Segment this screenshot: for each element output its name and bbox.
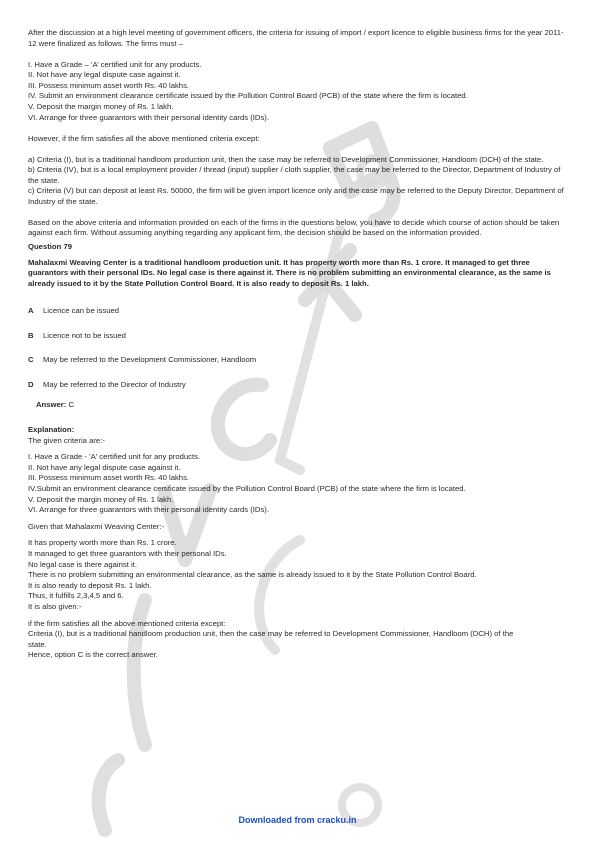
given-item: It is also ready to deposit Rs. 1 lakh. (28, 580, 152, 590)
conclusion-line: if the firm satisfies all the above mentioned criteria except: (28, 618, 226, 628)
explanation-criteria-list (28, 452, 568, 516)
option-letter: D (28, 379, 34, 389)
criteria-item: VI. Arrange for three guarantors with their personal identity cards (IDs). (28, 112, 269, 122)
exception-intro: However, if the firm satisfies all the above mentioned criteria except: (28, 133, 260, 143)
option-letter: A (28, 306, 34, 316)
answer-line (36, 400, 568, 411)
question-text: Mahalaxmi Weaving Center is a traditional handloom production unit. It has property worth more than Rs. 1 crore. It managed to get three guarantors with their personal IDs. No legal case is there against it. There is no problem submitting an environmental clearance, as the same is already issued to it by the State Pollution Control Board. It is also ready to deposit Rs. 1 lakh. (28, 257, 551, 288)
given-item: It is also given:- (28, 601, 82, 611)
explanation-criteria-item: IV.Submit an environment clearance certificate issued by the Pollution Control Board (PCB) of the state where the firm is located. (28, 484, 466, 493)
explanation-criteria-item: III. Possess minimum asset worth Rs. 40 lakhs. (28, 473, 190, 483)
criteria-item: II. Not have any legal dispute case against it. (28, 70, 181, 80)
option-b[interactable] (28, 331, 568, 356)
explanation-criteria-intro: The given criteria are:- (28, 435, 105, 445)
option-letter: B (28, 330, 34, 340)
option-text: May be referred to the Director of Industry (43, 379, 186, 389)
explanation-criteria-item: II. Not have any legal dispute case against it. (28, 462, 181, 472)
explanation-criteria-item: I. Have a Grade - 'A' certified unit for any products. (28, 452, 201, 462)
answer-value: C (68, 400, 75, 410)
option-letter: C (28, 355, 34, 365)
given-item: It managed to get three guarantors with their personal IDs. (28, 548, 227, 558)
footer-download-link[interactable]: Downloaded from cracku.in (238, 815, 357, 825)
given-item: It has property worth more than Rs. 1 crore. (28, 538, 177, 548)
criteria-item: I. Have a Grade – ‘A’ certified unit for any products. (28, 59, 202, 69)
criteria-item: III. Possess minimum asset worth Rs. 40 lakhs. (28, 80, 190, 90)
instructions-paragraph: Based on the above criteria and information provided on each of the firms in the questions below, you have to decide which course of action should be taken against each firm. Without assuming anything regarding any applicant firm, the decision should be based on the information provided. (28, 217, 560, 238)
exception-item: c) Criteria (V) but can deposit at least Rs. 50000, the firm will be given import licence only and the case may be referred to the Deputy Director, Department of Industry of the state. (28, 186, 564, 206)
exception-list (28, 155, 568, 208)
criteria-item: IV. Submit an environment clearance certificate issued by the Pollution Control Board (PCB) of the state where the firm is located. (28, 91, 468, 101)
explanation-criteria-item: VI. Arrange for three guarantors with their personal identity cards (IDs). (28, 505, 269, 515)
conclusion-line: state. (28, 639, 47, 649)
answer-options (28, 306, 568, 404)
explanation-title: Explanation: (28, 425, 75, 435)
conclusion-line: Criteria (I), but is a traditional handloom production unit, then the case may be referred to Development Commissioner, Handloom (DCH) of the (28, 629, 514, 639)
answer-label: Answer: (36, 400, 67, 410)
option-c[interactable] (28, 355, 568, 380)
conclusion-line: Hence, option C is the correct answer. (28, 650, 158, 660)
document-body (28, 28, 568, 661)
criteria-item: V. Deposit the margin money of Rs. 1 lakh. (28, 101, 174, 111)
given-item: No legal case is there against it. (28, 559, 137, 569)
option-text: Licence can be issued (43, 306, 120, 316)
exception-item: a) Criteria (I), but is a traditional handloom production unit, then the case may be referred to Development Commissioner, Handloom (DCH) of the state. (28, 154, 544, 164)
option-text: May be referred to the Development Commissioner, Handloom (43, 355, 257, 365)
intro-paragraph: After the discussion at a high level meeting of government officers, the criteria for issuing of import / export licence to eligible business firms for the year 2011-12 were finalized as follows. The firms must – (28, 28, 564, 48)
question-title: Question 79 (28, 242, 73, 252)
option-text: Licence not to be issued (43, 330, 126, 340)
explanation-criteria-item: V. Deposit the margin money of Rs. 1 lakh. (28, 494, 174, 504)
given-intro: Given that Mahalaxmi Weaving Center:- (28, 521, 165, 531)
criteria-list (28, 60, 568, 124)
conclusion-block (28, 619, 568, 661)
option-a[interactable] (28, 306, 568, 331)
given-item: Thus, it fulfills 2,3,4,5 and 6. (28, 591, 124, 601)
given-list (28, 538, 568, 612)
exception-item: b) Criteria (IV), but is a local employment provider / thread (input) supplier / cloth supplier, the case may be referred to the Director, Department of Industry of the state. (28, 165, 561, 185)
given-item: There is no problem submitting an environmental clearance, as the same is already issued to it by the State Pollution Control Board. (28, 570, 477, 580)
